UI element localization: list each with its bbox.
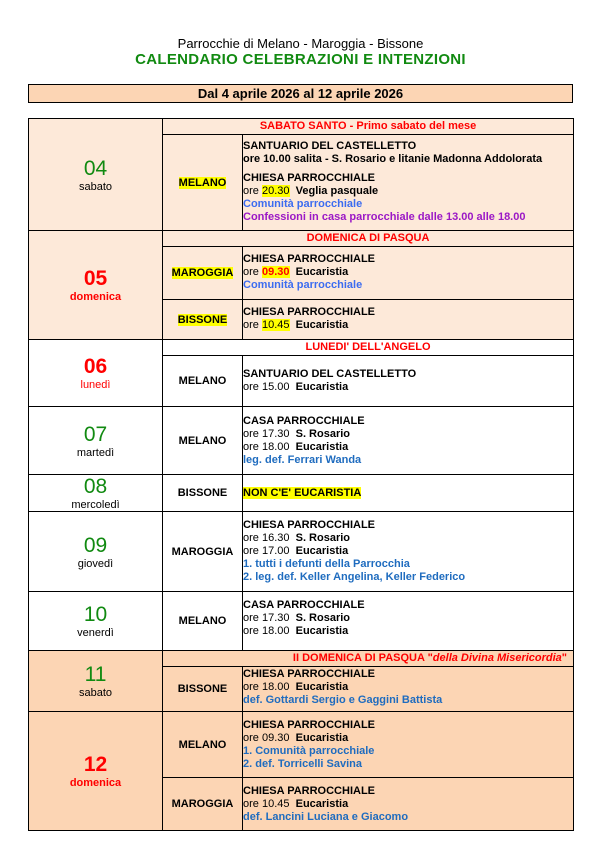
event-line <box>243 381 573 394</box>
feast-label <box>163 651 574 667</box>
place-name: CHIESA PARROCCHIALE <box>243 785 376 797</box>
events-cell <box>243 512 574 592</box>
location-cell <box>163 475 243 512</box>
event-line <box>243 441 573 454</box>
day-number: 10 <box>83 603 108 626</box>
feast-subtitle: della Divina Misericordia <box>432 652 562 664</box>
calendar-table <box>28 118 574 831</box>
intention-text: leg. def. Ferrari Wanda <box>243 454 362 466</box>
day-cell-08 <box>29 475 163 512</box>
event-time: 09.30 <box>261 266 290 278</box>
location-cell <box>163 778 243 831</box>
event-time: ore 18.00 <box>243 441 290 453</box>
feast-label: DOMENICA DI PASQUA <box>163 231 574 247</box>
day-cell-04 <box>29 119 163 231</box>
events-cell <box>243 135 574 231</box>
location-cell <box>163 592 243 651</box>
location-label: MAROGGIA <box>171 545 234 558</box>
location-label: MELANO <box>178 375 227 387</box>
location-cell <box>163 712 243 778</box>
event-title: Eucaristia <box>295 381 349 393</box>
events-cell <box>243 356 574 407</box>
event-line <box>243 732 573 745</box>
place-name: CHIESA PARROCCHIALE <box>243 253 376 265</box>
location-cell <box>163 356 243 407</box>
event-line <box>243 319 573 332</box>
location-label: BISSONE <box>177 683 228 695</box>
event-time: ore 18.00 <box>243 625 290 637</box>
event-time: ore 10.45 <box>243 798 290 810</box>
event-title: Eucaristia <box>295 681 349 693</box>
event-line <box>243 545 573 558</box>
date-range-banner: Dal 4 aprile 2026 al 12 aprile 2026 <box>28 84 573 103</box>
day-weekday: domenica <box>69 291 122 303</box>
day-row-11 <box>29 651 574 667</box>
day-row-10 <box>29 592 574 651</box>
location-cell <box>163 512 243 592</box>
events-cell <box>243 407 574 475</box>
events-cell <box>243 247 574 300</box>
event-line <box>243 625 573 638</box>
day-cell-11 <box>29 651 163 712</box>
event-time: 20.30 <box>261 185 290 197</box>
place-name: CHIESA PARROCCHIALE <box>243 172 376 184</box>
events-cell <box>243 667 574 712</box>
intention-text: 1. tutti i defunti della Parrocchia <box>243 558 410 570</box>
intention-text: 2. def. Torricelli Savina <box>243 758 363 770</box>
event-title: Veglia pasquale <box>295 185 379 197</box>
time-prefix: ore <box>243 319 259 331</box>
intention-text: 1. Comunità parrocchiale <box>243 745 375 757</box>
intention-text: def. Gottardi Sergio e Gaggini Battista <box>243 694 443 706</box>
event-time: ore 17.30 <box>243 428 290 440</box>
no-mass-notice: NON C'E' EUCARISTIA <box>243 486 362 499</box>
event-title: Eucaristia <box>295 625 349 637</box>
day-weekday: sabato <box>78 180 113 193</box>
event-time: 10.45 <box>261 319 290 331</box>
intention-text: Comunità parrocchiale <box>243 279 363 291</box>
event-title: Eucaristia <box>295 545 349 557</box>
location-label: MAROGGIA <box>171 267 234 279</box>
intention-text: 2. leg. def. Keller Angelina, Keller Federico <box>243 571 466 583</box>
event-time: ore 09.30 <box>243 732 290 744</box>
location-cell <box>163 247 243 300</box>
day-weekday: lunedì <box>80 379 111 391</box>
location-cell <box>163 667 243 712</box>
day-number: 07 <box>83 422 108 446</box>
event-title: S. Rosario <box>295 428 351 440</box>
events-cell <box>243 475 574 512</box>
day-weekday: venerdì <box>77 627 114 639</box>
event-line <box>243 532 573 545</box>
event-title: Eucaristia <box>295 266 349 278</box>
day-number: 08 <box>83 475 108 498</box>
feast-label: LUNEDI' DELL'ANGELO <box>163 340 574 356</box>
events-cell <box>243 712 574 778</box>
event-time: ore 17.00 <box>243 545 290 557</box>
intention-text: def. Lancini Luciana e Giacomo <box>243 811 409 823</box>
place-name: CASA PARROCCHIALE <box>243 415 365 427</box>
location-label: BISSONE <box>177 487 228 499</box>
day-weekday: martedì <box>76 446 115 459</box>
day-cell-10 <box>29 592 163 651</box>
day-number: 06 <box>83 355 108 378</box>
event-line: ore 10.00 salita - S. Rosario e litanie Madonna Addolorata <box>243 153 543 165</box>
place-name: CHIESA PARROCCHIALE <box>243 519 376 531</box>
day-row-06 <box>29 340 574 356</box>
feast-main: II DOMENICA DI PASQUA " <box>292 652 433 664</box>
day-row-08 <box>29 475 574 512</box>
location-label: MELANO <box>178 738 227 751</box>
event-line <box>243 266 573 279</box>
event-line <box>243 185 573 198</box>
day-row-12-entry-1 <box>29 712 574 778</box>
event-title: Eucaristia <box>295 732 349 744</box>
events-cell <box>243 592 574 651</box>
day-row-09 <box>29 512 574 592</box>
feast-label: SABATO SANTO - Primo sabato del mese <box>163 119 574 135</box>
event-line <box>243 428 573 441</box>
events-cell <box>243 300 574 340</box>
location-cell <box>163 300 243 340</box>
day-weekday: sabato <box>78 687 113 699</box>
day-number: 11 <box>84 663 107 686</box>
location-label: BISSONE <box>177 313 228 326</box>
event-time: ore 15.00 <box>243 381 290 393</box>
location-label: MELANO <box>178 615 227 627</box>
confession-notice: Confessioni in casa parrocchiale dalle 13.00 alle 18.00 <box>243 211 526 223</box>
event-time: ore 18.00 <box>243 681 290 693</box>
place-name: SANTUARIO DEL CASTELLETTO <box>243 140 417 152</box>
day-cell-12 <box>29 712 163 831</box>
day-cell-05 <box>29 231 163 340</box>
page-title: CALENDARIO CELEBRAZIONI E INTENZIONI <box>135 51 466 68</box>
event-line <box>243 612 573 625</box>
intention-text: Comunità parrocchiale <box>243 198 363 210</box>
day-weekday: mercoledì <box>71 499 120 511</box>
event-title: Eucaristia <box>295 798 349 810</box>
location-cell <box>163 135 243 231</box>
day-number: 09 <box>83 533 108 557</box>
event-title: Eucaristia <box>295 441 349 453</box>
day-cell-07 <box>29 407 163 475</box>
place-name: CHIESA PARROCCHIALE <box>243 668 376 680</box>
time-prefix: ore <box>243 185 259 197</box>
day-row-04 <box>29 119 574 135</box>
events-cell <box>243 778 574 831</box>
day-row-05 <box>29 231 574 247</box>
event-line <box>243 681 573 694</box>
event-title: S. Rosario <box>295 532 351 544</box>
time-prefix: ore <box>243 266 259 278</box>
location-cell <box>163 407 243 475</box>
day-weekday: giovedì <box>77 557 114 570</box>
event-title: Eucaristia <box>295 319 349 331</box>
day-number: 05 <box>83 267 108 290</box>
day-cell-09 <box>29 512 163 592</box>
place-name: CHIESA PARROCCHIALE <box>243 719 376 731</box>
place-name: CHIESA PARROCCHIALE <box>243 306 376 318</box>
day-number: 12 <box>83 753 108 776</box>
event-time: ore 16.30 <box>243 532 290 544</box>
feast-end: " <box>561 652 568 664</box>
location-label: MELANO <box>178 434 227 447</box>
day-number: 04 <box>83 156 108 180</box>
event-time: ore 17.30 <box>243 612 290 624</box>
place-name: SANTUARIO DEL CASTELLETTO <box>243 368 417 380</box>
location-label: MELANO <box>178 176 227 189</box>
parishes-heading: Parrocchie di Melano - Maroggia - Bissone <box>177 36 424 51</box>
location-label: MAROGGIA <box>171 798 234 810</box>
place-name: CASA PARROCCHIALE <box>243 599 365 611</box>
event-line <box>243 798 573 811</box>
day-weekday: domenica <box>69 777 122 789</box>
day-row-07 <box>29 407 574 475</box>
day-cell-06 <box>29 340 163 407</box>
event-title: S. Rosario <box>295 612 351 624</box>
